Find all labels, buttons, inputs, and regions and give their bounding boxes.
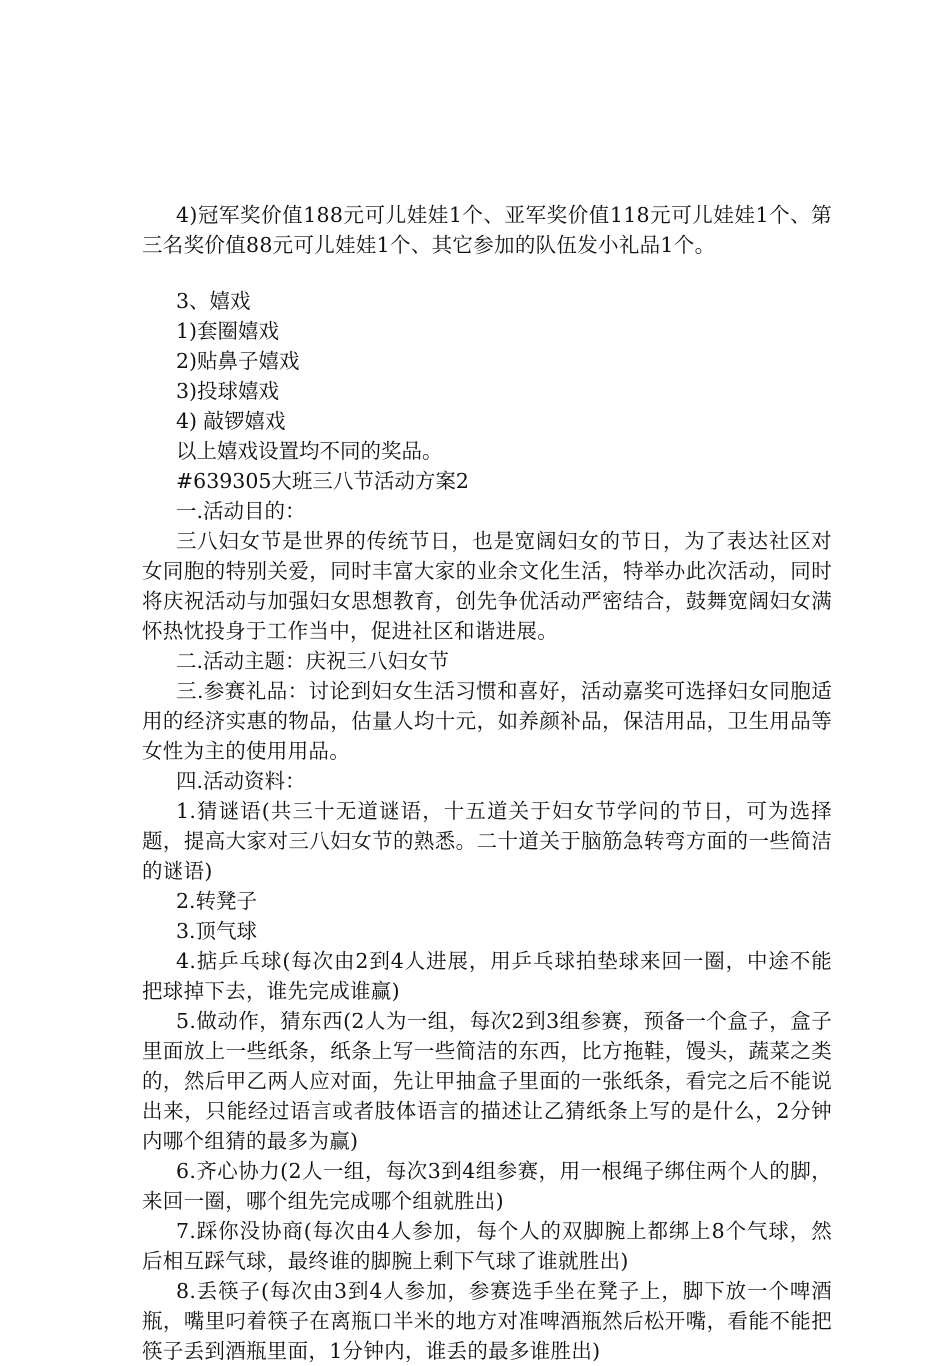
activity-item-6: 6.齐心协力(2人一组，每次3到4组参赛，用一根绳子绑住两个人的脚，来回一圈，哪个组先完成哪个组就胜出) [142,1159,832,1213]
activity-item-3: 3.顶气球 [176,919,258,943]
activity-item-1: 1.猜谜语(共三十无道谜语，十五道关于妇女节学问的节日，可为选择题，提高大家对三八妇女节的熟悉。二十道关于脑筋急转弯方面的一些简洁的谜语) [142,799,832,883]
document-body [142,200,832,1366]
game-item-1: 1)套圈嬉戏 [176,319,280,343]
activity-item-4: 4.掂乒乓球(每次由2到4人进展，用乒乓球拍垫球来回一圈，中途不能把球掉下去，谁先完成谁赢) [142,949,832,1003]
games-note: 以上嬉戏设置均不同的奖品。 [176,439,443,463]
section1-body: 三八妇女节是世界的传统节日，也是宽阔妇女的节日，为了表达社区对女同胞的特别关爱，同时丰富大家的业余文化生活，特举办此次活动，同时将庆祝活动与加强妇女思想教育，创先争优活动严密结合，鼓舞宽阔妇女满怀热忱投身于工作当中，促进社区和谐进展。 [142,529,832,643]
prize-paragraph: 4)冠军奖价值188元可儿娃娃1个、亚军奖价值118元可儿娃娃1个、第三名奖价值88元可儿娃娃1个、其它参加的队伍发小礼品1个。 [142,203,832,257]
activity-item-8: 8.丢筷子(每次由3到4人参加，参赛选手坐在凳子上，脚下放一个啤酒瓶，嘴里叼着筷子在离瓶口半米的地方对准啤酒瓶然后松开嘴，看能不能把筷子丢到酒瓶里面，1分钟内，谁丢的最多谁胜出) [142,1279,832,1363]
section3-prizes: 三.参赛礼品：讨论到妇女生活习惯和喜好，活动嘉奖可选择妇女同胞适用的经济实惠的物品，估量人均十元，如养颜补品，保洁用品，卫生用品等女性为主的使用用品。 [142,679,832,763]
activity-item-5: 5.做动作，猜东西(2人为一组，每次2到3组参赛，预备一个盒子，盒子里面放上一些纸条，纸条上写一些简洁的东西，比方拖鞋，馒头，蔬菜之类的，然后甲乙两人应对面，先让甲抽盒子里面的一张纸条，看完之后不能说出来，只能经过语言或者肢体语言的描述让乙猜纸条上写的是什么，2分钟内哪个组猜的最多为赢) [142,1009,832,1153]
section4-heading: 四.活动资料： [176,769,306,793]
paragraph-gap [142,260,832,286]
section1-heading: 一.活动目的： [176,499,306,523]
activity-item-7: 7.踩你没协商(每次由4人参加，每个人的双脚腕上都绑上8个气球，然后相互踩气球，最终谁的脚腕上剩下气球了谁就胜出) [142,1219,832,1273]
games-heading: 3、嬉戏 [176,289,251,313]
activity-item-2: 2.转凳子 [176,889,258,913]
game-item-4: 4) 敲锣嬉戏 [176,409,286,433]
game-item-3: 3)投球嬉戏 [176,379,280,403]
plan2-title: #639305大班三八节活动方案2 [176,469,469,493]
game-item-2: 2)贴鼻子嬉戏 [176,349,300,373]
section2-theme: 二.活动主题：庆祝三八妇女节 [176,649,450,673]
